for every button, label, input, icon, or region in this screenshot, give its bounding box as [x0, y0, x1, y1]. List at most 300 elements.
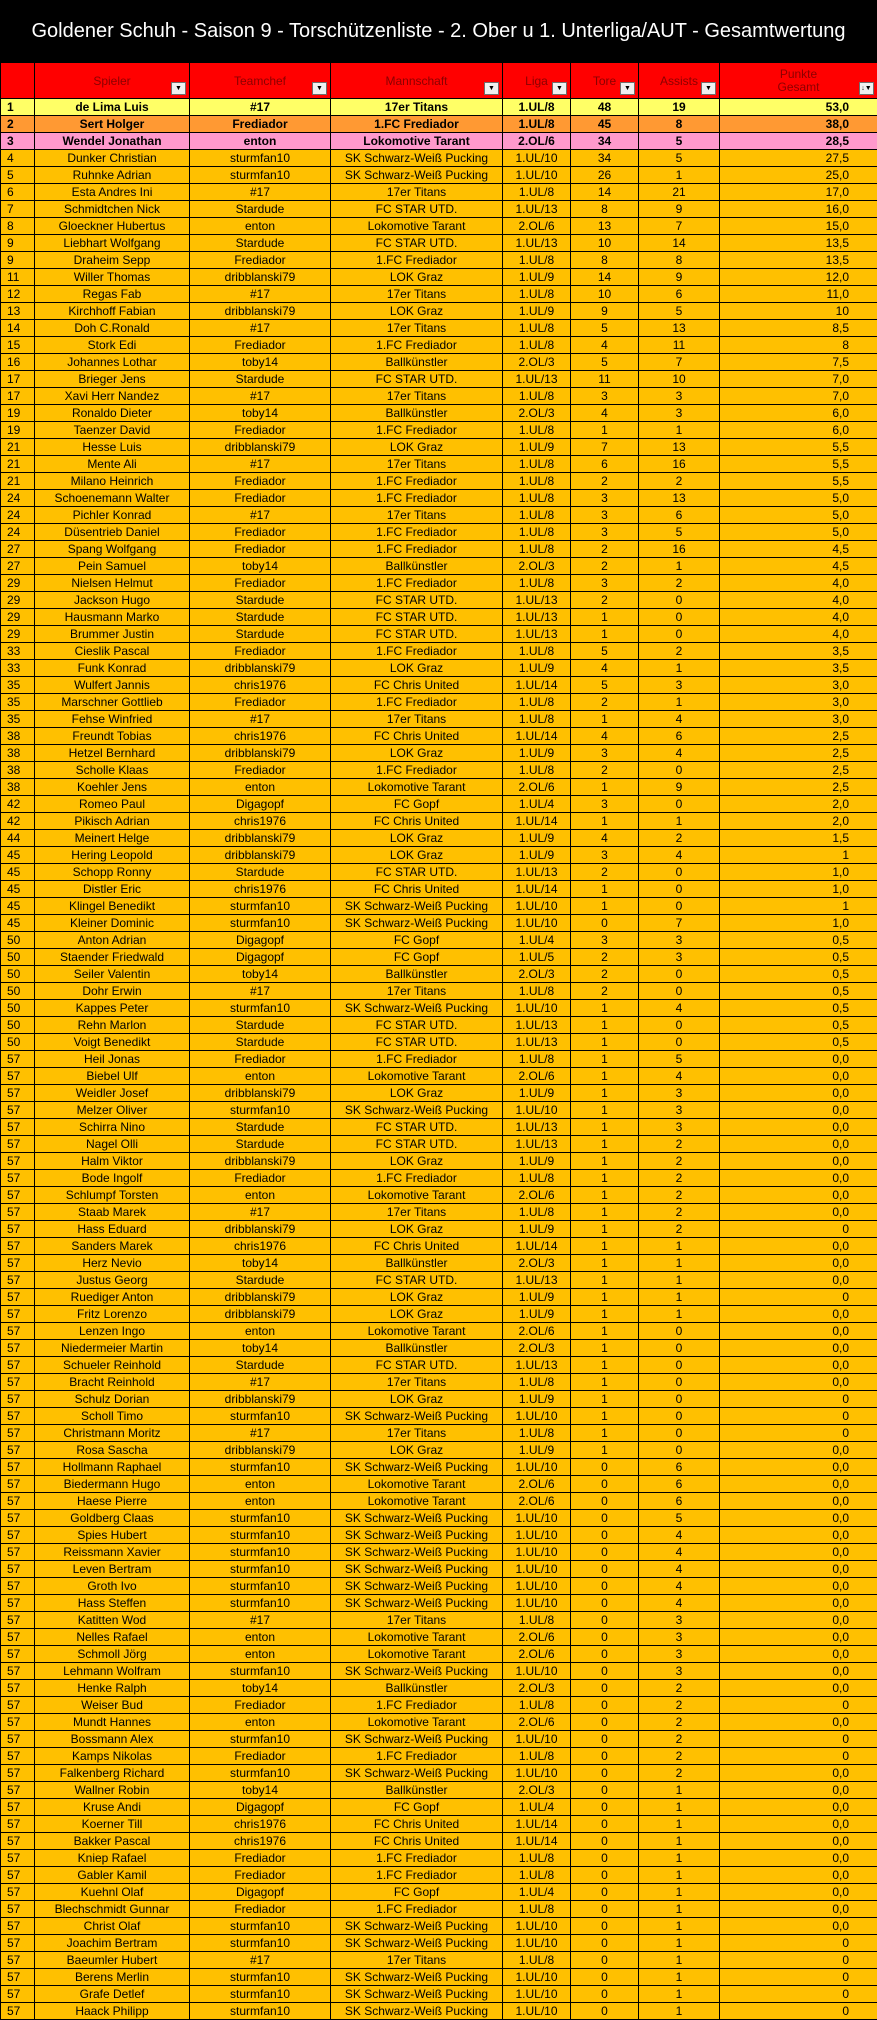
team-cell: 17er Titans: [331, 1374, 503, 1391]
assists-cell: 2: [639, 473, 720, 490]
points-cell: 0: [720, 1697, 877, 1714]
player-cell: Koerner Till: [35, 1816, 190, 1833]
teamchef-cell: #17: [190, 983, 331, 1000]
rank-cell: 38: [1, 779, 35, 796]
goals-cell: 1: [571, 1068, 639, 1085]
assists-cell: 2: [639, 1748, 720, 1765]
assists-cell: 7: [639, 915, 720, 932]
player-cell: Seiler Valentin: [35, 966, 190, 983]
goals-cell: 5: [571, 320, 639, 337]
team-cell: FC Chris United: [331, 1238, 503, 1255]
teamchef-cell: enton: [190, 1476, 331, 1493]
league-cell: 1.UL/10: [503, 1663, 571, 1680]
team-cell: FC Gopf: [331, 1799, 503, 1816]
player-cell: Wallner Robin: [35, 1782, 190, 1799]
rank-cell: 57: [1, 1646, 35, 1663]
player-cell: Düsentrieb Daniel: [35, 524, 190, 541]
player-cell: de Lima Luis: [35, 99, 190, 116]
league-cell: 1.UL/8: [503, 1170, 571, 1187]
points-cell: 0,0: [720, 1833, 877, 1850]
goals-cell: 3: [571, 745, 639, 762]
points-cell: 11,0: [720, 286, 877, 303]
teamchef-cell: #17: [190, 1204, 331, 1221]
rank-cell: 57: [1, 1153, 35, 1170]
teamchef-cell: sturmfan10: [190, 2003, 331, 2020]
rank-cell: 50: [1, 1017, 35, 1034]
points-cell: 0,0: [720, 1527, 877, 1544]
player-cell: Kappes Peter: [35, 1000, 190, 1017]
rank-cell: 57: [1, 1850, 35, 1867]
points-cell: 13,5: [720, 235, 877, 252]
league-cell: 1.UL/9: [503, 1289, 571, 1306]
goals-cell: 34: [571, 133, 639, 150]
goals-cell: 1: [571, 1408, 639, 1425]
teamchef-cell: Stardude: [190, 626, 331, 643]
player-cell: Niedermeier Martin: [35, 1340, 190, 1357]
teamchef-cell: chris1976: [190, 728, 331, 745]
rank-cell: 42: [1, 796, 35, 813]
player-cell: Nagel Olli: [35, 1136, 190, 1153]
goals-cell: 0: [571, 1782, 639, 1799]
points-cell: 4,5: [720, 541, 877, 558]
player-cell: Taenzer David: [35, 422, 190, 439]
table-body: [1, 99, 877, 2020]
rank-cell: 29: [1, 609, 35, 626]
points-cell: 0,0: [720, 1799, 877, 1816]
league-cell: 2.OL/6: [503, 779, 571, 796]
table-row: [1, 1357, 877, 1374]
player-cell: Groth Ivo: [35, 1578, 190, 1595]
player-cell: Esta Andres Ini: [35, 184, 190, 201]
table-row: [1, 1918, 877, 1935]
team-cell: 1.FC Frediador: [331, 473, 503, 490]
table-row: [1, 1204, 877, 1221]
assists-cell: 6: [639, 728, 720, 745]
points-cell: 2,0: [720, 813, 877, 830]
rank-cell: 33: [1, 643, 35, 660]
rank-cell: 57: [1, 1442, 35, 1459]
goals-cell: 4: [571, 660, 639, 677]
league-cell: 1.UL/8: [503, 1952, 571, 1969]
table-row: [1, 1578, 877, 1595]
player-cell: Weidler Josef: [35, 1085, 190, 1102]
team-cell: FC STAR UTD.: [331, 1017, 503, 1034]
league-cell: 1.UL/8: [503, 1204, 571, 1221]
points-cell: 0,5: [720, 983, 877, 1000]
goals-cell: 26: [571, 167, 639, 184]
table-row: [1, 541, 877, 558]
rank-cell: 45: [1, 898, 35, 915]
team-cell: SK Schwarz-Weiß Pucking: [331, 1408, 503, 1425]
goals-cell: 1: [571, 1425, 639, 1442]
teamchef-cell: sturmfan10: [190, 1527, 331, 1544]
points-cell: 13,5: [720, 252, 877, 269]
teamchef-cell: dribblanski79: [190, 830, 331, 847]
table-row: [1, 1408, 877, 1425]
points-cell: 28,5: [720, 133, 877, 150]
filter-dropdown-icon[interactable]: ▼: [484, 82, 499, 95]
table-row: [1, 1187, 877, 1204]
goals-cell: 3: [571, 388, 639, 405]
rank-cell: 19: [1, 405, 35, 422]
team-cell: SK Schwarz-Weiß Pucking: [331, 1765, 503, 1782]
rank-cell: 42: [1, 813, 35, 830]
teamchef-cell: Frediador: [190, 1850, 331, 1867]
league-cell: 1.UL/10: [503, 1969, 571, 1986]
teamchef-cell: sturmfan10: [190, 1731, 331, 1748]
team-cell: Lokomotive Tarant: [331, 1629, 503, 1646]
rank-cell: 38: [1, 728, 35, 745]
assists-cell: 0: [639, 1034, 720, 1051]
player-cell: Funk Konrad: [35, 660, 190, 677]
teamchef-cell: Frediador: [190, 473, 331, 490]
player-cell: Grafe Detlef: [35, 1986, 190, 2003]
team-cell: LOK Graz: [331, 1442, 503, 1459]
assists-cell: 2: [639, 830, 720, 847]
goals-cell: 14: [571, 184, 639, 201]
team-cell: 17er Titans: [331, 1952, 503, 1969]
goals-cell: 0: [571, 1918, 639, 1935]
points-cell: 0,0: [720, 1493, 877, 1510]
player-cell: Bossmann Alex: [35, 1731, 190, 1748]
league-cell: 1.UL/14: [503, 1238, 571, 1255]
points-cell: 3,5: [720, 660, 877, 677]
assists-cell: 2: [639, 1714, 720, 1731]
teamchef-cell: dribblanski79: [190, 745, 331, 762]
team-cell: Ballkünstler: [331, 966, 503, 983]
assists-cell: 1: [639, 1799, 720, 1816]
points-cell: 0,0: [720, 1680, 877, 1697]
table-row: [1, 1561, 877, 1578]
goals-cell: 2: [571, 983, 639, 1000]
player-cell: Rosa Sascha: [35, 1442, 190, 1459]
teamchef-cell: Frediador: [190, 1867, 331, 1884]
team-cell: 1.FC Frediador: [331, 541, 503, 558]
team-cell: SK Schwarz-Weiß Pucking: [331, 1000, 503, 1017]
player-cell: Meinert Helge: [35, 830, 190, 847]
table-row: [1, 1748, 877, 1765]
assists-cell: 1: [639, 813, 720, 830]
player-cell: Schmoll Jörg: [35, 1646, 190, 1663]
teamchef-cell: enton: [190, 1646, 331, 1663]
rank-cell: 57: [1, 1884, 35, 1901]
table-row: [1, 1544, 877, 1561]
goals-cell: 10: [571, 286, 639, 303]
table-row: [1, 966, 877, 983]
table-row: [1, 252, 877, 269]
player-cell: Kleiner Dominic: [35, 915, 190, 932]
goals-cell: 1: [571, 1272, 639, 1289]
player-cell: Kamps Nikolas: [35, 1748, 190, 1765]
table-row: [1, 269, 877, 286]
league-cell: 1.UL/8: [503, 1867, 571, 1884]
player-cell: Rehn Marlon: [35, 1017, 190, 1034]
teamchef-cell: Frediador: [190, 643, 331, 660]
teamchef-cell: enton: [190, 1187, 331, 1204]
table-row: [1, 150, 877, 167]
league-cell: 1.UL/9: [503, 745, 571, 762]
points-cell: 0,0: [720, 1238, 877, 1255]
team-cell: 17er Titans: [331, 388, 503, 405]
league-cell: 1.UL/13: [503, 1272, 571, 1289]
rank-cell: 57: [1, 1102, 35, 1119]
goals-cell: 1: [571, 1034, 639, 1051]
player-cell: Ronaldo Dieter: [35, 405, 190, 422]
sort-filter-icon[interactable]: ↓▼: [859, 82, 874, 95]
rank-cell: 57: [1, 1119, 35, 1136]
rank-cell: 50: [1, 983, 35, 1000]
teamchef-cell: Stardude: [190, 1136, 331, 1153]
points-cell: 0,0: [720, 1153, 877, 1170]
table-row: [1, 405, 877, 422]
league-cell: 1.UL/9: [503, 1085, 571, 1102]
player-cell: Blechschmidt Gunnar: [35, 1901, 190, 1918]
player-cell: Reissmann Xavier: [35, 1544, 190, 1561]
teamchef-cell: sturmfan10: [190, 1459, 331, 1476]
goals-cell: 1: [571, 1051, 639, 1068]
table-row: [1, 303, 877, 320]
table-row: [1, 1816, 877, 1833]
points-cell: 0,0: [720, 1068, 877, 1085]
points-cell: 0: [720, 1986, 877, 2003]
league-cell: 1.UL/10: [503, 915, 571, 932]
rank-cell: 57: [1, 1051, 35, 1068]
assists-cell: 0: [639, 1408, 720, 1425]
teamchef-cell: sturmfan10: [190, 1969, 331, 1986]
team-cell: Ballkünstler: [331, 1255, 503, 1272]
points-cell: 12,0: [720, 269, 877, 286]
points-cell: 0,0: [720, 1544, 877, 1561]
points-cell: 1: [720, 898, 877, 915]
table-row: [1, 779, 877, 796]
assists-cell: 3: [639, 1646, 720, 1663]
rank-cell: 57: [1, 1918, 35, 1935]
player-cell: Justus Georg: [35, 1272, 190, 1289]
points-cell: 4,0: [720, 575, 877, 592]
player-cell: Henke Ralph: [35, 1680, 190, 1697]
team-cell: LOK Graz: [331, 1289, 503, 1306]
rank-cell: 45: [1, 915, 35, 932]
rank-cell: 33: [1, 660, 35, 677]
goals-cell: 0: [571, 1850, 639, 1867]
filter-dropdown-icon[interactable]: ▼: [171, 82, 186, 95]
team-cell: Lokomotive Tarant: [331, 779, 503, 796]
league-cell: 1.UL/8: [503, 1425, 571, 1442]
header-punkte-gesamt: Punkte Gesamt ↓▼: [720, 63, 877, 99]
rank-cell: 57: [1, 1612, 35, 1629]
teamchef-cell: enton: [190, 218, 331, 235]
goals-cell: 1: [571, 1340, 639, 1357]
goals-cell: 1: [571, 813, 639, 830]
goals-cell: 0: [571, 1731, 639, 1748]
league-cell: 1.UL/13: [503, 235, 571, 252]
table-row: [1, 1391, 877, 1408]
rank-cell: 57: [1, 1527, 35, 1544]
teamchef-cell: sturmfan10: [190, 1935, 331, 1952]
points-cell: 0,0: [720, 1867, 877, 1884]
assists-cell: 4: [639, 1527, 720, 1544]
assists-cell: 3: [639, 1119, 720, 1136]
table-row: [1, 1153, 877, 1170]
table-row: [1, 592, 877, 609]
league-cell: 2.OL/6: [503, 133, 571, 150]
table-row: [1, 694, 877, 711]
league-cell: 2.OL/3: [503, 966, 571, 983]
filter-dropdown-icon[interactable]: ▼: [701, 82, 716, 95]
player-cell: Christ Olaf: [35, 1918, 190, 1935]
teamchef-cell: toby14: [190, 354, 331, 371]
assists-cell: 1: [639, 1901, 720, 1918]
table-row: [1, 1867, 877, 1884]
player-cell: Ruhnke Adrian: [35, 167, 190, 184]
teamchef-cell: #17: [190, 388, 331, 405]
goals-cell: 1: [571, 1289, 639, 1306]
rank-cell: 17: [1, 388, 35, 405]
player-cell: Schulz Dorian: [35, 1391, 190, 1408]
goals-cell: 0: [571, 1544, 639, 1561]
goals-cell: 0: [571, 1459, 639, 1476]
points-cell: 0: [720, 2003, 877, 2020]
assists-cell: 1: [639, 1884, 720, 1901]
assists-cell: 0: [639, 1017, 720, 1034]
assists-cell: 0: [639, 592, 720, 609]
goals-cell: 4: [571, 830, 639, 847]
points-cell: 5,0: [720, 524, 877, 541]
player-cell: Hollmann Raphael: [35, 1459, 190, 1476]
table-row: [1, 524, 877, 541]
goals-cell: 1: [571, 1119, 639, 1136]
rank-cell: 57: [1, 1493, 35, 1510]
rank-cell: 1: [1, 99, 35, 116]
table-row: [1, 881, 877, 898]
team-cell: FC Gopf: [331, 796, 503, 813]
player-cell: Freundt Tobias: [35, 728, 190, 745]
assists-cell: 6: [639, 286, 720, 303]
assists-cell: 0: [639, 881, 720, 898]
league-cell: 1.UL/10: [503, 898, 571, 915]
teamchef-cell: #17: [190, 711, 331, 728]
filter-dropdown-icon[interactable]: ▼: [312, 82, 327, 95]
player-cell: Melzer Oliver: [35, 1102, 190, 1119]
goals-cell: 0: [571, 1986, 639, 2003]
league-cell: 2.OL/6: [503, 1068, 571, 1085]
league-cell: 1.UL/8: [503, 1374, 571, 1391]
assists-cell: 1: [639, 2003, 720, 2020]
points-cell: 3,0: [720, 711, 877, 728]
points-cell: 1: [720, 847, 877, 864]
rank-cell: 57: [1, 1799, 35, 1816]
goals-cell: 3: [571, 796, 639, 813]
team-cell: Ballkünstler: [331, 1340, 503, 1357]
table-row: [1, 1646, 877, 1663]
league-cell: 1.UL/13: [503, 371, 571, 388]
points-cell: 4,0: [720, 626, 877, 643]
rank-cell: 57: [1, 1510, 35, 1527]
rank-cell: 57: [1, 2003, 35, 2020]
points-cell: 0,0: [720, 1816, 877, 1833]
rank-cell: 57: [1, 1952, 35, 1969]
assists-cell: 4: [639, 1578, 720, 1595]
scorer-table: [0, 62, 877, 2020]
assists-cell: 4: [639, 1000, 720, 1017]
assists-cell: 6: [639, 1459, 720, 1476]
rank-cell: 29: [1, 592, 35, 609]
goals-cell: 1: [571, 1136, 639, 1153]
rank-cell: 57: [1, 1323, 35, 1340]
filter-dropdown-icon[interactable]: ▼: [620, 82, 635, 95]
player-cell: Bracht Reinhold: [35, 1374, 190, 1391]
player-cell: Cieslik Pascal: [35, 643, 190, 660]
rank-cell: 57: [1, 1714, 35, 1731]
assists-cell: 16: [639, 541, 720, 558]
points-cell: 0,0: [720, 1187, 877, 1204]
teamchef-cell: Frediador: [190, 1170, 331, 1187]
player-cell: Haack Philipp: [35, 2003, 190, 2020]
teamchef-cell: Digagopf: [190, 1799, 331, 1816]
filter-dropdown-icon[interactable]: ▼: [552, 82, 567, 95]
points-cell: 2,5: [720, 728, 877, 745]
goals-cell: 1: [571, 1170, 639, 1187]
table-row: [1, 609, 877, 626]
teamchef-cell: dribblanski79: [190, 1085, 331, 1102]
league-cell: 1.UL/10: [503, 1102, 571, 1119]
player-cell: Fehse Winfried: [35, 711, 190, 728]
goals-cell: 0: [571, 1952, 639, 1969]
team-cell: LOK Graz: [331, 1085, 503, 1102]
rank-cell: 57: [1, 1306, 35, 1323]
team-cell: 17er Titans: [331, 507, 503, 524]
league-cell: 1.UL/13: [503, 1357, 571, 1374]
team-cell: FC STAR UTD.: [331, 609, 503, 626]
league-cell: 1.UL/8: [503, 252, 571, 269]
league-cell: 1.UL/8: [503, 711, 571, 728]
header-mannschaft: Mannschaft ▼: [331, 63, 503, 99]
teamchef-cell: sturmfan10: [190, 1510, 331, 1527]
league-cell: 1.UL/4: [503, 796, 571, 813]
assists-cell: 2: [639, 1697, 720, 1714]
goals-cell: 45: [571, 116, 639, 133]
goals-cell: 3: [571, 575, 639, 592]
table-row: [1, 915, 877, 932]
points-cell: 0,0: [720, 1765, 877, 1782]
league-cell: 1.UL/10: [503, 2003, 571, 2020]
points-cell: 4,0: [720, 609, 877, 626]
goals-cell: 0: [571, 1833, 639, 1850]
goals-cell: 0: [571, 915, 639, 932]
rank-cell: 57: [1, 1629, 35, 1646]
team-cell: 1.FC Frediador: [331, 116, 503, 133]
rank-cell: 57: [1, 1748, 35, 1765]
assists-cell: 8: [639, 116, 720, 133]
goals-cell: 1: [571, 626, 639, 643]
table-row: [1, 711, 877, 728]
league-cell: 1.UL/10: [503, 1578, 571, 1595]
player-cell: Ruediger Anton: [35, 1289, 190, 1306]
rank-cell: 38: [1, 745, 35, 762]
player-cell: Heil Jonas: [35, 1051, 190, 1068]
team-cell: FC Gopf: [331, 1884, 503, 1901]
rank-cell: 57: [1, 1782, 35, 1799]
points-cell: 0,0: [720, 1204, 877, 1221]
player-cell: Scholle Klaas: [35, 762, 190, 779]
assists-cell: 2: [639, 1765, 720, 1782]
team-cell: Ballkünstler: [331, 354, 503, 371]
table-row: [1, 1952, 877, 1969]
team-cell: FC STAR UTD.: [331, 235, 503, 252]
assists-cell: 1: [639, 1986, 720, 2003]
assists-cell: 10: [639, 371, 720, 388]
goals-cell: 1: [571, 422, 639, 439]
